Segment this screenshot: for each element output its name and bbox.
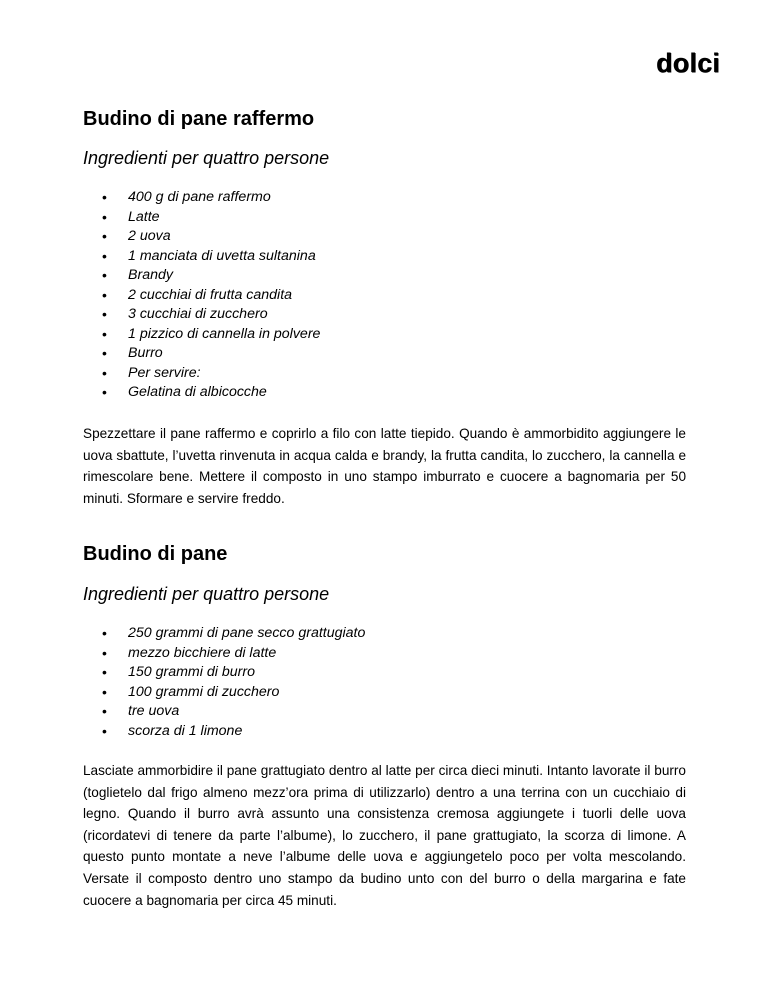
bullet-icon: • <box>102 247 107 264</box>
bullet-icon: • <box>102 228 107 244</box>
ingredient-text: 1 manciata di uvetta sultanina <box>128 247 316 264</box>
bullet-icon: • <box>102 325 107 342</box>
ingredient-text: 400 g di pane raffermo <box>128 189 271 205</box>
bullet-icon: • <box>102 286 107 303</box>
ingredient-list <box>83 188 320 403</box>
ingredient-text: scorza di 1 limone <box>128 722 243 739</box>
recipe-title-budino-di-pane-raffermo: Budino di pane raffermo <box>83 108 315 130</box>
ingredient-item <box>83 702 365 722</box>
bullet-icon: • <box>102 208 107 225</box>
recipe-subtitle: Ingredienti per quattro persone <box>83 148 330 168</box>
ingredient-item <box>83 383 320 403</box>
bullet-icon: • <box>102 364 107 381</box>
bullet-icon: • <box>102 683 107 700</box>
bullet-icon: • <box>102 345 107 361</box>
ingredient-text: 150 grammi di burro <box>128 664 255 680</box>
recipe-instructions: Lasciate ammorbidire il pane grattugiato dentro al latte per circa dieci minuti. Intanto lavorate il burro (toglietelo dal frigo almeno mezz’ora prima di utilizzarlo) dentro a una terrina con un cucchiaio di legno. Quando il burro avrà assunto una consistenza cremosa aggiungete i tuorli delle uova (ricordatevi di tenere da parte l’albume), lo zucchero, il pane grattugiato, la scorza di limone. A questo punto montate a neve l’albume delle uova e aggiungetelo poco per volta mescolando. Versate il composto dentro uno stampo da budino unto con del burro o della margarina e fate cuocere a bagnomaria per circa 45 minuti. <box>83 763 686 908</box>
ingredient-item <box>83 247 320 267</box>
ingredient-item <box>83 325 320 345</box>
bullet-icon: • <box>102 267 107 283</box>
bullet-icon: • <box>102 306 107 322</box>
ingredient-list <box>83 624 365 741</box>
ingredient-text: 2 uova <box>128 228 171 244</box>
ingredient-text: tre uova <box>128 703 180 719</box>
bullet-icon: • <box>102 384 107 400</box>
ingredient-item <box>83 227 320 247</box>
ingredient-text: Gelatina di albicocche <box>128 384 267 400</box>
bullet-icon: • <box>102 644 107 661</box>
bullet-icon: • <box>102 722 107 739</box>
ingredient-text: 100 grammi di zucchero <box>128 683 280 700</box>
recipe-subtitle: Ingredienti per quattro persone <box>83 584 330 604</box>
ingredient-text: 1 pizzico di cannella in polvere <box>128 325 321 342</box>
ingredient-item <box>83 188 320 208</box>
ingredient-item <box>83 305 320 325</box>
bullet-icon: • <box>102 189 107 205</box>
ingredient-item <box>83 624 365 644</box>
ingredient-item <box>83 208 320 228</box>
ingredient-text: Per servire: <box>128 364 201 381</box>
ingredient-item <box>83 286 320 306</box>
ingredient-item <box>83 344 320 364</box>
recipe-title-budino-di-pane: Budino di pane <box>83 543 228 565</box>
recipe-instructions: Spezzettare il pane raffermo e coprirlo a filo con latte tiepido. Quando è ammorbidito aggiungere le uova sbattute, l’uvetta rinvenuta in acqua calda e brandy, la frutta candita, lo zucchero, la cannella e rimescolare bene. Mettere il composto in uno stampo imburrato e cuocere a bagnomaria per 50 minuti. Sformare e servire freddo. <box>83 426 686 506</box>
ingredient-text: 2 cucchiai di frutta candita <box>128 286 293 303</box>
bullet-icon: • <box>102 664 107 680</box>
ingredient-item <box>83 722 365 742</box>
ingredient-item <box>83 364 320 384</box>
ingredient-text: 250 grammi di pane secco grattugiato <box>128 625 366 641</box>
ingredient-item <box>83 663 365 683</box>
ingredient-item <box>83 266 320 286</box>
ingredient-text: mezzo bicchiere di latte <box>128 644 277 661</box>
bullet-icon: • <box>102 703 107 719</box>
section-header: dolci <box>655 48 720 78</box>
bullet-icon: • <box>102 625 107 641</box>
ingredient-text: 3 cucchiai di zucchero <box>128 306 268 322</box>
ingredient-text: Brandy <box>128 267 173 283</box>
ingredient-text: Latte <box>128 208 160 225</box>
ingredient-text: Burro <box>128 345 163 361</box>
ingredient-item <box>83 683 365 703</box>
ingredient-item <box>83 644 365 664</box>
